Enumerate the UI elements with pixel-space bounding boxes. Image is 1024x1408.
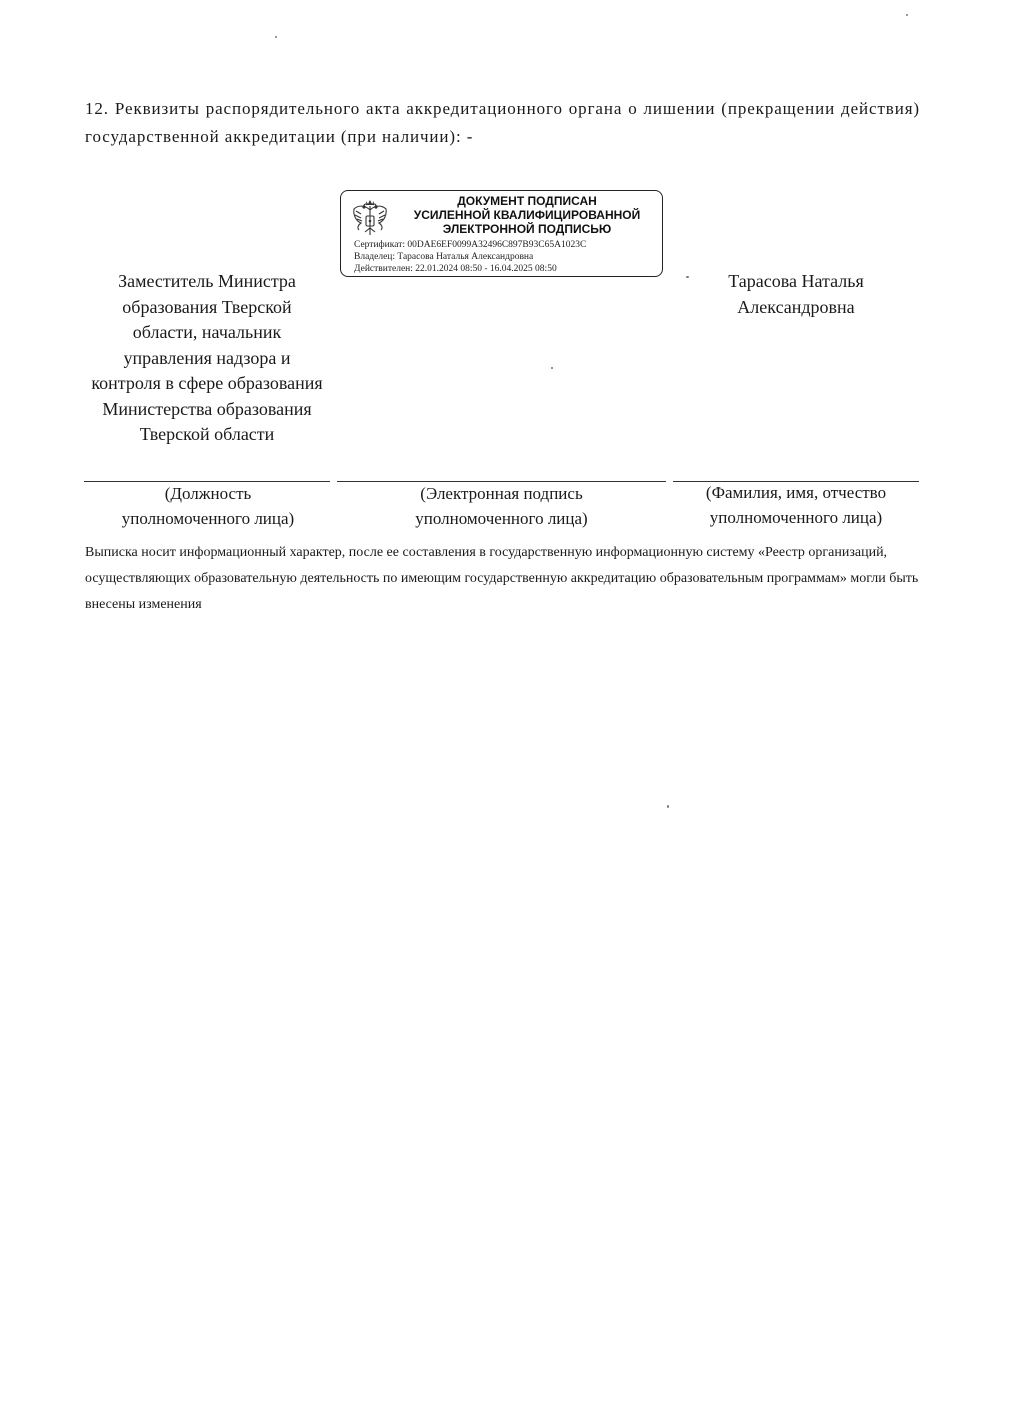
scan-speck <box>906 14 908 16</box>
scan-speck <box>551 367 553 369</box>
russian-coat-of-arms-icon <box>348 197 392 241</box>
stamp-title-line: УСИЛЕННОЙ КВАЛИФИЦИРОВАННОЙ <box>413 208 641 222</box>
disclaimer-note: Выписка носит информационный характер, после ее составления в государственную информационную систему «Реестр организаций, осуществляющих образовательную деятельность по имеющим государственную аккредитацию образовательным программам» могли быть внесены изменения <box>85 545 919 612</box>
caption-line: уполномоченного лица) <box>415 509 588 528</box>
caption-line: (Должность <box>164 484 252 503</box>
name-caption <box>673 480 919 530</box>
e-signature-caption <box>337 481 666 531</box>
stamp-title-line: ДОКУМЕНТ ПОДПИСАН <box>457 194 597 208</box>
scan-speck <box>667 805 669 808</box>
stamp-validity: Действителен: 22.01.2024 08:50 - 16.04.2025 08:50 <box>354 264 557 274</box>
stamp-title <box>393 194 661 236</box>
caption-line: (Фамилия, имя, отчество <box>705 483 887 502</box>
stamp-certificate: Сертификат: 00DAE6EF0099A32496C897B93C65A1023C <box>354 240 587 250</box>
scan-speck <box>275 36 277 38</box>
stamp-title-line: ЭЛЕКТРОННОЙ ПОДПИСЬЮ <box>442 222 612 236</box>
stamp-owner: Владелец: Тарасова Наталья Александровна <box>354 252 534 262</box>
caption-line: уполномоченного лица) <box>121 509 295 528</box>
official-position: Заместитель Министра образования Тверской области, начальник управления надзора и контроля в сфере образования Министерства образования Тверской области <box>91 271 323 444</box>
caption-line: уполномоченного лица) <box>709 508 883 527</box>
position-caption <box>86 481 330 531</box>
caption-line: (Электронная подпись <box>420 484 583 503</box>
scan-speck <box>686 276 689 278</box>
electronic-signature-stamp <box>340 190 663 277</box>
section-12-paragraph: 12. Реквизиты распорядительного акта аккредитационного органа о лишении (прекращении действия) государственной аккредитации (при наличии): - <box>85 99 920 146</box>
official-name: Тарасова Наталья Александровна <box>728 271 864 317</box>
